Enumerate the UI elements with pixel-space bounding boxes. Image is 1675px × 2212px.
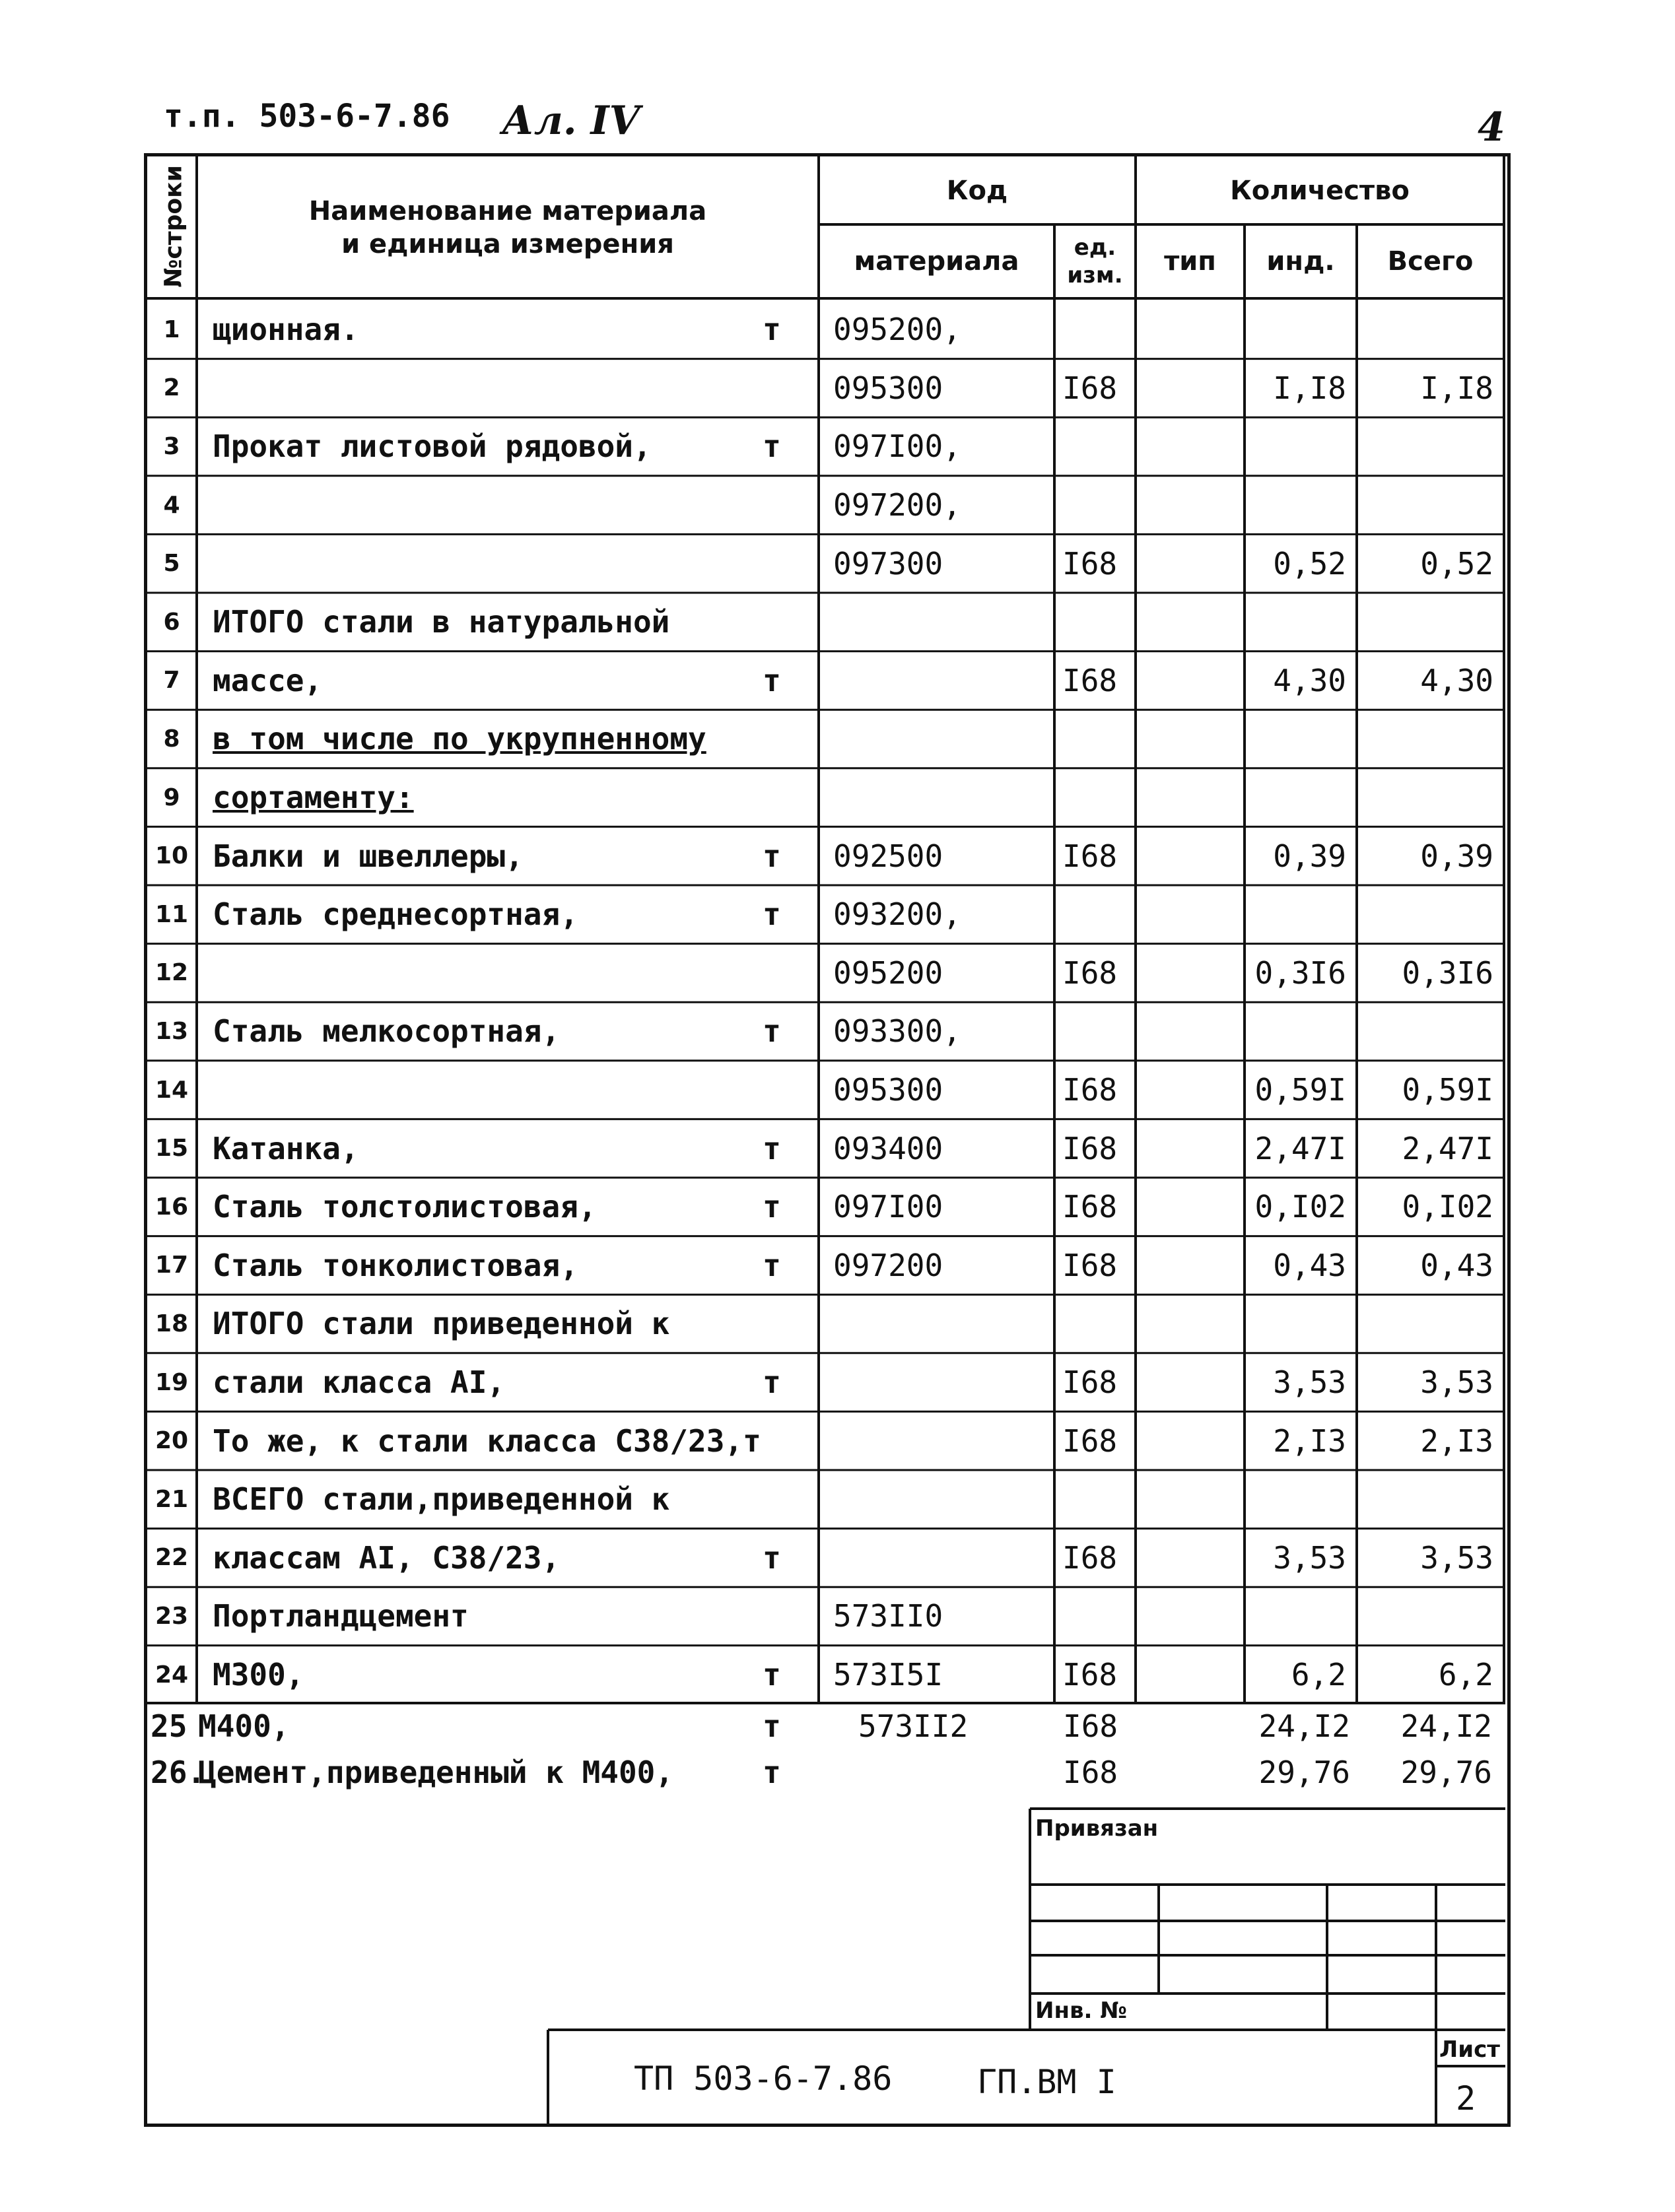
cell-total [1358,302,1503,358]
cell-unit-code: I68 [1062,545,1118,582]
document-title: ТП 503-6-7.86 [634,2060,893,2098]
cell-ind: 0,39 [1273,838,1346,874]
cell-name: То же, к стали класса С38/23,т [213,1423,761,1459]
cell-unit-code [1056,711,1134,767]
cell-unit-code: I68 [1062,1364,1118,1401]
cell-name: Балки и швеллеры, [213,838,524,874]
cell-name [198,360,766,417]
cell-code: 093400 [833,1130,943,1166]
quantity-group-header: Количество [1230,176,1410,206]
cell-unit [726,770,817,826]
cell-typ [1137,1413,1243,1469]
cell-code: 093300, [833,1013,961,1050]
cell-total [1358,419,1503,475]
extra-cell-total: 29,76 [1400,1755,1492,1790]
cell-unit [726,594,817,650]
cell-ind [1246,711,1355,767]
cell-no: 2 [163,374,180,402]
cell-code: 097200, [833,487,961,523]
cell-total: 0,43 [1420,1247,1493,1283]
cell-unit-code: I68 [1062,838,1118,874]
cell-code [820,1296,1053,1352]
cell-unit-code [1056,302,1134,358]
cell-unit: т [763,1364,781,1401]
extra-cell-name: М400, [198,1708,290,1744]
cell-total [1358,1588,1503,1644]
cell-no: 16 [154,1193,189,1221]
cell-unit-code [1056,419,1134,475]
total-header: Всего [1387,246,1474,277]
cell-unit-code: I68 [1062,662,1118,698]
cell-name: ИТОГО стали в натуральной [213,604,670,640]
cell-total: 0,59I [1402,1072,1493,1108]
cell-name: ИТОГО стали приведенной к [213,1306,670,1342]
cell-ind [1246,419,1355,475]
cell-total [1358,1471,1503,1527]
cell-ind: 0,59I [1254,1072,1346,1108]
cell-name [198,535,766,591]
cell-code [820,711,1053,767]
cell-code [820,653,1053,709]
cell-no: 14 [154,1076,189,1104]
cell-code: 093200, [833,896,961,933]
cell-no: 17 [154,1252,189,1279]
cell-name: Прокат листовой рядовой, [213,428,652,465]
cell-no: 8 [163,725,180,753]
cell-typ [1137,535,1243,591]
cell-typ [1137,653,1243,709]
cell-no: 15 [154,1135,189,1162]
cell-name: Портландцемент [213,1598,469,1634]
album-mark: Ал. IV [502,98,640,144]
extra-cell-ind: 24,I2 [1258,1708,1350,1744]
cell-ind: 2,I3 [1273,1423,1346,1459]
cell-ind [1246,1003,1355,1059]
cell-unit-code [1056,1588,1134,1644]
cell-unit-code: I68 [1062,1189,1118,1225]
cell-typ [1137,1179,1243,1235]
type-header: тип [1164,246,1216,277]
cell-total [1358,887,1503,943]
cell-unit: т [763,838,781,874]
cell-unit [726,711,817,767]
cell-unit-code: I68 [1062,1130,1118,1166]
cell-typ [1137,1530,1243,1586]
sheet-label: Лист [1439,2036,1500,2063]
cell-ind: 3,53 [1273,1539,1346,1576]
cell-total: 3,53 [1420,1364,1493,1401]
cell-unit [726,1062,817,1118]
cell-total [1358,770,1503,826]
cell-no: 18 [154,1310,189,1337]
cell-name: Сталь тонколистовая, [213,1247,578,1283]
cell-unit: т [763,1013,781,1050]
cell-name: сортаменту: [213,780,414,816]
cell-unit-code [1056,770,1134,826]
cell-total: 0,I02 [1402,1189,1493,1225]
inventory-number-label: Инв. № [1035,1997,1128,2024]
extra-cell-code: 573II2 [858,1708,969,1744]
cell-unit [726,1296,817,1352]
cell-unit: т [763,1130,781,1166]
cell-unit [726,1588,817,1644]
document-code: т.п. 503-6-7.86 [164,98,450,135]
cell-total: 3,53 [1420,1539,1493,1576]
cell-typ [1137,945,1243,1001]
cell-total: 4,30 [1420,662,1493,698]
cell-no: 23 [154,1602,189,1630]
cell-ind: 0,43 [1273,1247,1346,1283]
cell-no: 20 [154,1427,189,1455]
cell-name [198,477,766,533]
extra-cell-code [858,1751,1043,1794]
cell-total: 6,2 [1438,1657,1493,1693]
cell-unit: т [763,1539,781,1576]
cell-ind: 0,3I6 [1254,955,1346,991]
cell-typ [1137,594,1243,650]
cell-ind [1246,302,1355,358]
cell-unit: т [763,662,781,698]
cell-unit: т [763,1189,781,1225]
cell-total: 0,3I6 [1402,955,1493,991]
code-group-header: Код [946,176,1008,206]
material-code-header: материала [854,246,1019,277]
cell-unit [726,1413,817,1469]
extra-cell-unit-code: I68 [1063,1708,1118,1744]
cell-unit-code: I68 [1062,1247,1118,1283]
cell-no: 22 [154,1544,189,1572]
cell-ind [1246,770,1355,826]
cell-ind [1246,1588,1355,1644]
cell-name [198,1062,766,1118]
cell-no: 7 [163,667,180,694]
cell-ind: 2,47I [1254,1130,1346,1166]
cell-code [820,1530,1053,1586]
cell-no: 6 [163,608,180,636]
cell-name: стали класса AI, [213,1364,506,1401]
cell-unit [726,535,817,591]
cell-unit-code: I68 [1062,955,1118,991]
cell-typ [1137,1647,1243,1703]
cell-typ [1137,1296,1243,1352]
cell-unit-code: I68 [1062,1072,1118,1108]
extra-cell-unit: т [763,1755,781,1790]
cell-no: 24 [154,1661,189,1689]
cell-typ [1137,770,1243,826]
cell-code [820,1471,1053,1527]
cell-no: 21 [154,1485,189,1513]
cell-unit: т [763,896,781,933]
page-number: 4 [1478,104,1505,151]
cell-code: 573II0 [833,1598,943,1634]
cell-total [1358,477,1503,533]
cell-name: в том числе по укрупненному [213,721,706,757]
cell-unit-code: I68 [1062,1423,1118,1459]
sheet-value: 2 [1456,2079,1476,2118]
cell-typ [1137,419,1243,475]
cell-unit-code [1056,1296,1134,1352]
cell-total: 0,39 [1420,838,1493,874]
cell-name: Катанка, [213,1130,359,1166]
cell-unit: т [763,428,781,465]
cell-no: 11 [154,900,189,928]
cell-no: 9 [163,784,180,811]
cell-no: 12 [154,959,189,987]
cell-name: ВСЕГО стали,приведенной к [213,1481,670,1518]
cell-code [820,594,1053,650]
cell-code: 097I00 [833,1189,943,1225]
extra-cell-unit-code: I68 [1063,1755,1118,1790]
cell-ind: 0,52 [1273,545,1346,582]
cell-unit-code [1056,477,1134,533]
cell-no: 4 [163,491,180,519]
cell-name: Сталь толстолистовая, [213,1189,597,1225]
cell-typ [1137,1003,1243,1059]
extra-cell-total: 24,I2 [1400,1708,1492,1744]
cell-typ [1137,302,1243,358]
cell-typ [1137,887,1243,943]
cell-total: 0,52 [1420,545,1493,582]
attached-label: Привязан [1035,1815,1159,1842]
cell-typ [1137,1588,1243,1644]
cell-typ [1137,828,1243,884]
cell-total: 2,I3 [1420,1423,1493,1459]
cell-code: 097I00, [833,428,961,465]
cell-total: 2,47I [1402,1130,1493,1166]
cell-ind [1246,1471,1355,1527]
cell-ind: 4,30 [1273,662,1346,698]
cell-code [820,1355,1053,1411]
cell-typ [1137,360,1243,417]
extra-cell-ind: 29,76 [1258,1755,1350,1790]
cell-unit-code: I68 [1062,370,1118,406]
cell-code: 097200 [833,1247,943,1283]
row-number-header: №строки [160,164,188,288]
cell-no: 1 [163,316,180,343]
cell-typ [1137,477,1243,533]
cell-typ [1137,1062,1243,1118]
cell-total [1358,1003,1503,1059]
cell-unit-code: I68 [1062,1657,1118,1693]
cell-ind: I,I8 [1273,370,1346,406]
extra-cell-no: 26. [151,1755,206,1790]
cell-name: Сталь среднесортная, [213,896,578,933]
cell-ind [1246,477,1355,533]
cell-unit: т [763,1247,781,1283]
extra-cell-unit: т [763,1708,781,1744]
cell-total [1358,594,1503,650]
cell-name [198,945,766,1001]
cell-ind [1246,594,1355,650]
cell-name: классам AI, С38/23, [213,1539,561,1576]
cell-ind [1246,887,1355,943]
cell-no: 5 [163,550,180,578]
extra-cell-name: Цемент,приведенный к М400, [198,1755,674,1790]
cell-name: М300, [213,1657,304,1693]
cell-no: 19 [154,1368,189,1396]
cell-code: 095300 [833,1072,943,1108]
cell-code: 097300 [833,545,943,582]
cell-ind: 0,I02 [1254,1189,1346,1225]
extra-cell-no: 25 [151,1708,188,1744]
cell-code [820,770,1053,826]
cell-total [1358,711,1503,767]
cell-unit [726,945,817,1001]
cell-unit-code [1056,1003,1134,1059]
cell-no: 3 [163,432,180,460]
cell-ind [1246,1296,1355,1352]
cell-no: 13 [154,1017,189,1045]
cell-name: щионная. [213,312,359,348]
cell-unit: т [763,312,781,348]
cell-typ [1137,1120,1243,1176]
cell-code: 092500 [833,838,943,874]
cell-typ [1137,1471,1243,1527]
ind-header: инд. [1266,246,1335,277]
cell-ind: 6,2 [1291,1657,1346,1693]
cell-unit [726,360,817,417]
cell-code: 095200 [833,955,943,991]
cell-ind: 3,53 [1273,1364,1346,1401]
cell-no: 10 [154,842,189,870]
cell-unit-code [1056,594,1134,650]
name-header: Наименование материала и единица измерения [308,196,707,259]
cell-code: 095300 [833,370,943,406]
cell-typ [1137,1355,1243,1411]
cell-unit [726,1471,817,1527]
cell-unit-code: I68 [1062,1539,1118,1576]
cell-name: Сталь мелкосортная, [213,1013,561,1050]
cell-code [820,1413,1053,1469]
document-section: ГП.ВМ I [977,2063,1116,2101]
cell-unit-code [1056,1471,1134,1527]
cell-typ [1137,1238,1243,1294]
cell-name: массе, [213,662,323,698]
cell-unit: т [763,1657,781,1693]
unit-code-header: ед. изм. [1067,234,1123,288]
cell-code: 095200, [833,312,961,348]
cell-total: I,I8 [1420,370,1493,406]
cell-unit [726,477,817,533]
cell-typ [1137,711,1243,767]
cell-code: 573I5I [833,1657,943,1693]
cell-unit-code [1056,887,1134,943]
cell-total [1358,1296,1503,1352]
